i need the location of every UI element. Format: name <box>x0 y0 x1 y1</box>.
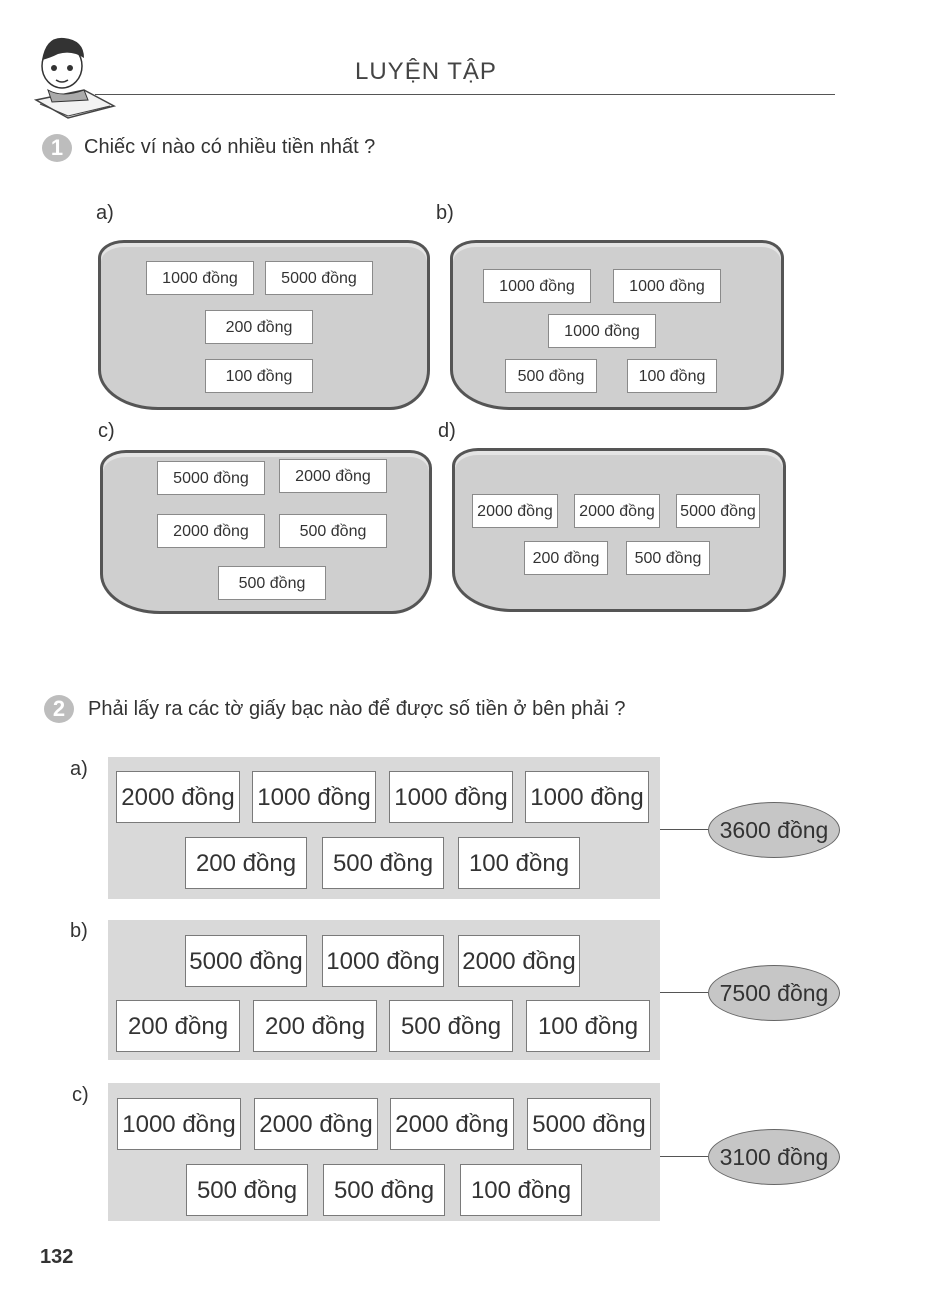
row-b-target: 7500 đồng <box>708 965 840 1021</box>
header-rule <box>95 94 835 95</box>
row-b-note: 200 đồng <box>116 1000 240 1052</box>
row-a-connector <box>660 829 708 830</box>
row-b-note: 1000 đồng <box>322 935 444 987</box>
wallet-a-note: 5000 đồng <box>265 261 373 295</box>
wallet-a-note: 1000 đồng <box>146 261 254 295</box>
row-a-note: 200 đồng <box>185 837 307 889</box>
wallet-a-note: 200 đồng <box>205 310 313 344</box>
exercise-1-number: 1 <box>42 134 72 162</box>
row-c-note: 500 đồng <box>323 1164 445 1216</box>
row-a-note: 2000 đồng <box>116 771 240 823</box>
row-c-note: 1000 đồng <box>117 1098 241 1150</box>
exercise-2-number: 2 <box>44 695 74 723</box>
wallet-d-note: 2000 đồng <box>472 494 558 528</box>
row-b-note: 100 đồng <box>526 1000 650 1052</box>
row-c-note: 2000 đồng <box>390 1098 514 1150</box>
page-title: LUYỆN TẬP <box>355 58 497 85</box>
row-b-note: 200 đồng <box>253 1000 377 1052</box>
row-c-label: c) <box>72 1084 89 1106</box>
exercise-2-question: Phải lấy ra các tờ giấy bạc nào để được số tiền ở bên phải ? <box>88 698 626 720</box>
row-b-connector <box>660 992 708 993</box>
reading-child-illustration <box>28 28 118 120</box>
wallet-d <box>452 448 786 612</box>
row-b-note: 2000 đồng <box>458 935 580 987</box>
row-a-note: 1000 đồng <box>252 771 376 823</box>
row-a-note: 100 đồng <box>458 837 580 889</box>
wallet-b-note: 100 đồng <box>627 359 717 393</box>
wallet-b-note: 1000 đồng <box>613 269 721 303</box>
row-c-connector <box>660 1156 708 1157</box>
row-b-note: 5000 đồng <box>185 935 307 987</box>
row-c-target: 3100 đồng <box>708 1129 840 1185</box>
row-c-note: 500 đồng <box>186 1164 308 1216</box>
row-c-note: 100 đồng <box>460 1164 582 1216</box>
row-c-note: 2000 đồng <box>254 1098 378 1150</box>
row-a-note: 1000 đồng <box>389 771 513 823</box>
row-c-note: 5000 đồng <box>527 1098 651 1150</box>
wallet-c-note: 5000 đồng <box>157 461 265 495</box>
wallet-d-note: 500 đồng <box>626 541 710 575</box>
wallet-b-note: 1000 đồng <box>483 269 591 303</box>
wallet-b-note: 1000 đồng <box>548 314 656 348</box>
wallet-c-note: 500 đồng <box>279 514 387 548</box>
row-a-target: 3600 đồng <box>708 802 840 858</box>
row-b-label: b) <box>70 920 88 942</box>
wallet-a-note: 100 đồng <box>205 359 313 393</box>
row-a-note: 500 đồng <box>322 837 444 889</box>
row-a-note: 1000 đồng <box>525 771 649 823</box>
wallet-d-note: 200 đồng <box>524 541 608 575</box>
wallet-c-note: 500 đồng <box>218 566 326 600</box>
wallet-b-label: b) <box>436 202 454 224</box>
wallet-b-note: 500 đồng <box>505 359 597 393</box>
row-a-label: a) <box>70 758 88 780</box>
wallet-c-note: 2000 đồng <box>157 514 265 548</box>
wallet-d-note: 2000 đồng <box>574 494 660 528</box>
wallet-d-note: 5000 đồng <box>676 494 760 528</box>
wallet-a-label: a) <box>96 202 114 224</box>
wallet-c-note: 2000 đồng <box>279 459 387 493</box>
wallet-d-label: d) <box>438 420 456 442</box>
wallet-c-label: c) <box>98 420 115 442</box>
exercise-1-question: Chiếc ví nào có nhiều tiền nhất ? <box>84 136 376 158</box>
page-number: 132 <box>40 1246 74 1268</box>
row-b-note: 500 đồng <box>389 1000 513 1052</box>
